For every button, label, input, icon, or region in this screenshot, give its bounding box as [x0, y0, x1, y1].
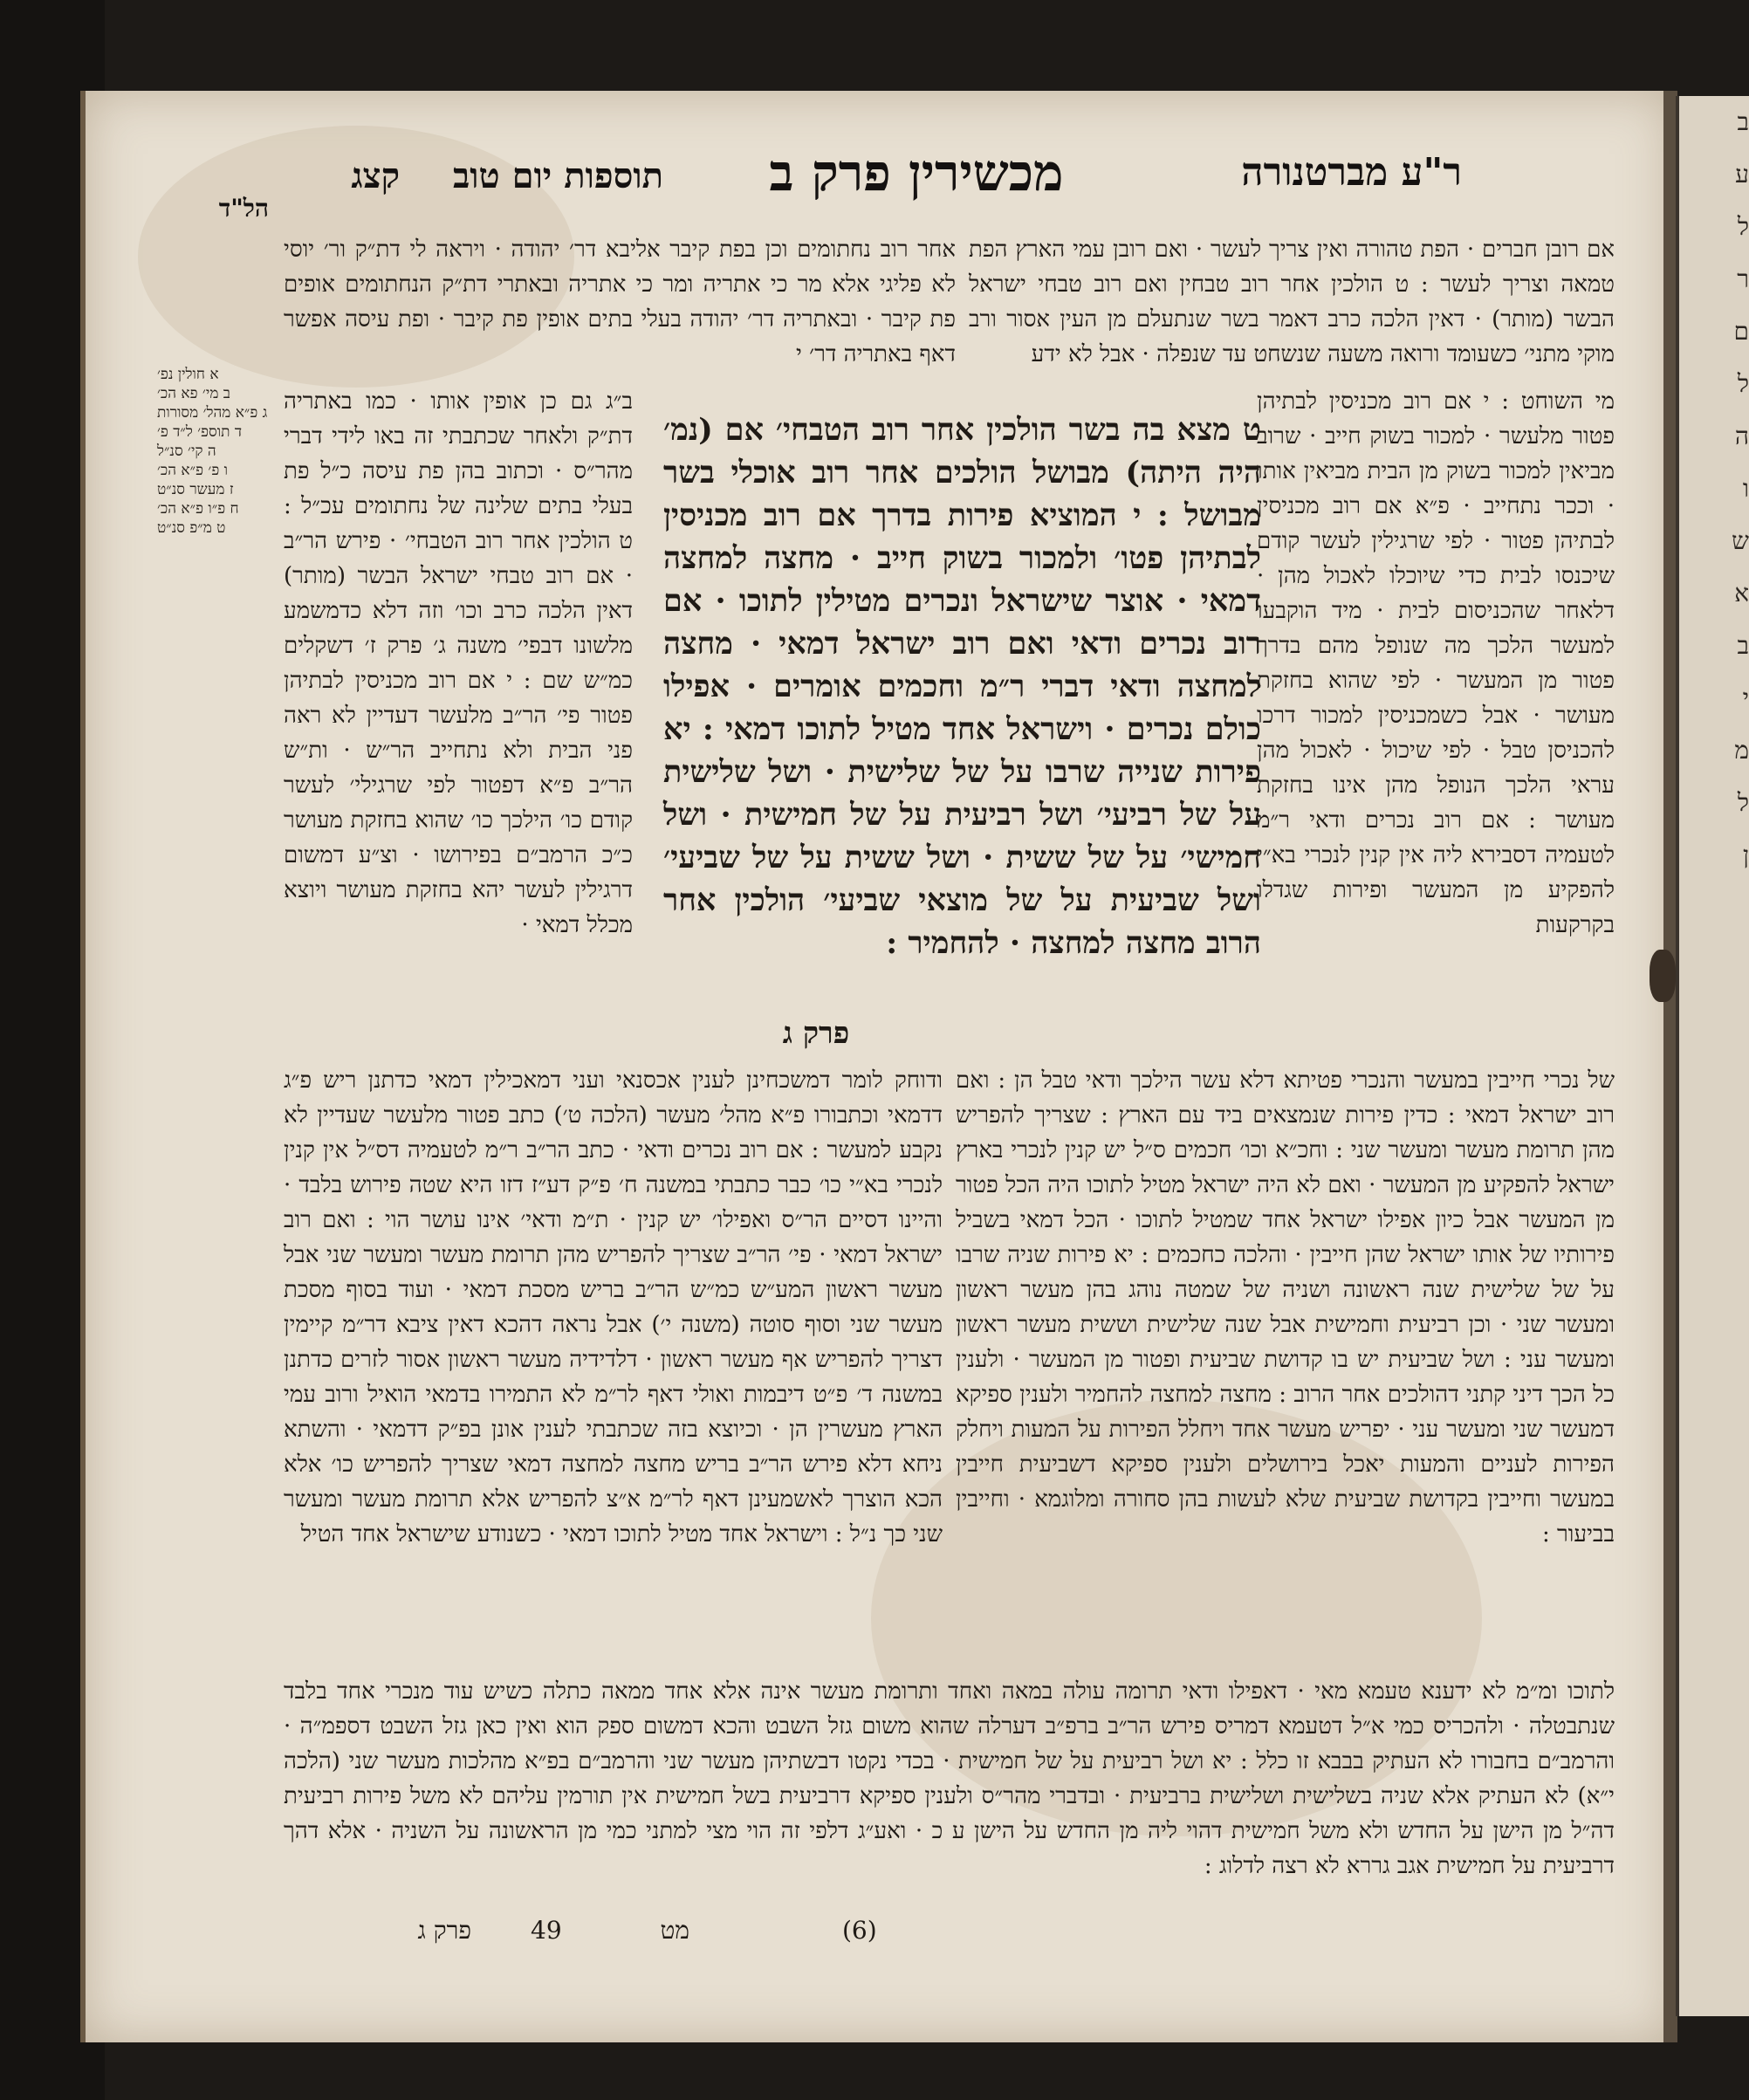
next-page-fragment: ל: [1737, 788, 1749, 817]
margin-note: א חולין נפ׳: [157, 366, 219, 383]
next-page-fragment: ב: [1737, 107, 1749, 136]
next-page-fragment: ם: [1733, 317, 1749, 346]
header-left: תוספות יום טוב: [453, 155, 663, 196]
next-page-fragment: ל: [1737, 369, 1749, 398]
lower-right-commentary: של נכרי חייבין במעשר והנכרי פטיתא דלא עשר הילכך ודאי טבל הן : ואם רוב ישראל דמאי : כדין פירות שנמצאים ביד עם הארץ : שצריך להפריש מהן תרומת מעשר ומעשר שני : וחכ״א וכו׳ חכמים ס״ל יש קנין לנכרי בארץ ישראל להפקיע מן המעשר · ואם לא היה ישראל מטיל לתוכו היה הכל פטור מן המעשר אבל כיון אפילו ישראל אחד שמטיל לתוכו · הכל דמאי בשביל פירותיו של אותו ישראל שהן חייבין · והלכה כחכמים : יא פירות שניה שרבו על של שלישית שנה ראשונה ושניה של שמטה נוהג בהן מעשר ראשון ומעשר שני · וכן רביעית וחמישית אבל שנה שלישית וששית מעשר ראשון ומעשר עני : ושל שביעית יש בו קדושת שביעית ופטור מן המעשר · ולענין כל הכך דיני קתני דהולכים אחר הרוב : מחצה למחצה להחמיר ולענין ספיקא דמעשר שני ומעשר עני · יפריש מעשר אחד ויחלל הפירות על המעות ויחלק הפירות לעניים והמעות יאכל בירושלים ולענין ספיקא דשביעית חייבין במעשר וחייבין בקדושת שביעית שלא לעשות בהן סחורה ומלוגמא · וחייבין בביעור :: [956, 1067, 1615, 1548]
margin-note: ג פ״א מהל׳ מסורות: [157, 404, 268, 422]
next-page-fragment: ל: [1737, 212, 1749, 241]
lower-left-commentary: ודוחק לומר דמשכחינן לענין אכסנאי ועני דמאכילין דמאי כדתנן ריש פ״ג דדמאי וכתבורו פ״א מהל׳ מעשר (הלכה ט׳) כתב פטור מלעשר שעדיין לא נקבע למעשר : אם רוב נכרים ודאי · כתב הר״ב ר״מ לטעמיה דס״ל אין קנין לנכרי בא״י כו׳ כבר כתבתי במשנה ח׳ פ״ק דע״ז דזו היא שטה פירוש בלבד · והיינו דסיים הר״ס ואפילו׳ יש קנין · ת״מ ודאי׳ אינו עושר הוי : ואם רוב ישראל דמאי · פי׳ הר״ב שצריך להפריש מהן תרומת מעשר ומעשר שני אבל מעשר ראשון המע״ש כמ״ש הר״ב בריש מסכת דמאי · ועוד בסוף מסכת מעשר שני וסוף סוטה (משנה י׳) אבל נראה דהכא דאין ציבא דר״מ קיימין דצריך להפריש אף מעשר ראשון · דלדידיה מעשר ראשון אסור לזרים כדתנן במשנה ד׳ פ״ט דיבמות ואולי דאף לר״מ לא התמירו בדמאי הואיל ורוב עמי הארץ מעשרין הן · וכיוצא בזה שכתבתי לענין אונן בפ״ק דדמאי · והשתא ניחא דלא פירש הר״ב בריש מחצה למחצה דמאי שצריך להפריש כו׳ אלא הכא הוצרך לאשמעינן דאף לר״מ א״צ להפריש אלא תרומת מעשר ומעשר שני כך נ״ל : וישראל אחד מטיל לתוכו דמאי · כשנודע שישראל אחד הטיל: [284, 1067, 943, 1548]
next-page-fragment: ן: [1742, 841, 1749, 869]
signature-mark: הל"ד: [218, 194, 269, 223]
right-column-commentary: מי השוחט : י אם רוב מכניסין לבתיהן פטור מלעשר · למכור בשוק חייב · שרוב מביאין למכור בשוק מן הבית מביאין אותו · וככר נתחייב · פ״א אם רוב מכניסין לבתיהן פטור · לפי שרגילין לעשר קודם שיכנסו לבית כדי שיוכלו לאכול מהן · דלאחר שהכניסום לבית · מיד הוקבעו למעשר הלכך מה שנופל מהם בדרך פטור מן המעשר · לפי שהוא בחזקת מעושר · אבל כשמכניסין למכור דרכו להכניסן טבל · לפי שיכול · לאכול מהן עראי הלכך הנופל מהן אינו בחזקת מעושר : אם רוב נכרים ודאי ר״מ לטעמיה דסבירא ליה אין קנין לנכרי בא״י להפקיע מן המעשר ופירות שגדלו בקרקעות: [1257, 388, 1615, 938]
margin-notes: [157, 365, 288, 538]
next-page-fragment: י: [1742, 683, 1749, 712]
header-center: מכשירין פרק ב: [769, 143, 1064, 202]
bottom-commentary: לתוכו ומ״מ לא ידענא טעמא מאי · דאפילו ודאי תרומה עולה במאה ואחד ותרומת מעשר אינה אלא אחד ממאה כתלה כשיש עוד מנכרי אחד בלבד שנתבטלה · ולהכריס כמי א״ל דטעמא דמריס פירש הר״ב ברפ״ב דערלה שהוא משום גזל השבט והכא דמשום ספק הוא ואין כאן גזל השבט דספמ״ה · והרמב״ם בחבורו לא העתיק בבבא זו כלל : יא ושל רביעית על של חמישית · בכדי נקטו דבשתיהן מעשר שני והרמב״ם בפ״א מהלכות מעשר שני (הלכה י״א) לא העתיק אלא שניה בשלישית ושלישית ברביעית · ובדברי מהר״ס ולענין ספיקא דרביעית בשל חמישית אין תורמין עליהם לא משל פירות רביעית דה״ל מן הישן על החדש ולא משל חמישית דהוי ליה מן החדש על הישן ע כ · ואע״ג דלפי זה הוי מצי למתני כמי מן הראשונה על השניה · אלא דהך דרביעית על חמישית אגב גררא לא רצה לדלוג :: [284, 1678, 1615, 1879]
footer-bracket: (6): [842, 1916, 877, 1945]
next-page-fragment: מ: [1734, 736, 1749, 765]
folio-number: קצג: [351, 155, 400, 196]
next-page-fragment: ע: [1735, 160, 1749, 189]
next-page-fragment: ה: [1734, 422, 1749, 450]
top-right-commentary: אם רובן חברים · הפת טהורה ואין צריך לעשר · ואם רובן עמי הארץ הפת טמאה וצריך לעשר : ט הולכין אחר רוב טבחין ואם רוב טבחי ישראל הבשר (מותר) · דאין הלכה כרב דאמר בשר שנתעלם מן העין אסור ורב מוקי מתני׳ כשעומד ורואה משעה שנשחט עד שנפלה · אבל לא ידע: [969, 237, 1615, 367]
next-page-fragment: ב: [1737, 631, 1749, 660]
mishnah-text: ט מצא בה בשר הולכין אחר רוב הטבחי׳ אם (נמ׳ היה היתה) מבושל הולכים אחר רוב אוכלי בשר מבושל : י המוציא פירות בדרך אם רוב מכניסין לבתיהן פטו׳ ולמכור בשוק חייב · מחצה למחצה דמאי · אוצר שישראל ונכרים מטילין לתוכו · אם רוב נכרים ודאי ואם רוב ישראל דמאי · מחצה למחצה ודאי דברי ר״מ וחכמים אומרים · אפילו כולם נכרים · וישראל אחד מטיל לתוכו דמאי : יא פירות שנייה שרבו על של שלישית · ושל שלישית על של רביעי׳ ושל רביעית על של חמישית · ושל חמישי׳ על של ששית · ושל ששית על של שביעי׳ ושל שביעית על של מוצאי שביעי׳ הולכין אחר הרוב מחצה למחצה · להחמיר :: [663, 412, 1261, 961]
margin-note: ד תוספ׳ ל״ד פ׳: [157, 423, 243, 441]
footer-signature: מט: [660, 1916, 689, 1945]
margin-note: ה קי׳ סנ״ל: [157, 443, 216, 460]
next-page-fragment: א: [1734, 579, 1749, 607]
footer-catchword: פרק ג: [417, 1916, 471, 1945]
header-right: ר"ע מברטנורה: [1241, 150, 1462, 195]
margin-note: ח פ״ו פ״א הכ׳: [157, 500, 239, 518]
next-page-edge: [1676, 96, 1749, 2016]
chapter-heading: פרק ג: [782, 1016, 850, 1051]
top-left-commentary: אחר רוב נחתומים וכן בפת קיבר אליבא דר׳ יהודה · ויראה לי דת״ק ור׳ יוסי לא פליגי אלא מר כי אתריה ומר כי אתריה ובאתרי דת״ק הנחתומים אופים פת קיבר · ובאתריה דר׳ יהודה בעלי בתים אופין פת קיבר · ופת עיסה אפשר דאף באתריה דר׳ י: [284, 237, 956, 367]
margin-note: ב מי׳ פא הכ׳: [157, 385, 230, 402]
margin-note: ט מ״פ סנ״ט: [157, 519, 226, 537]
next-page-fragment: ש: [1732, 526, 1749, 555]
footer-number: 49: [531, 1916, 562, 1945]
next-page-fragment: ר: [1737, 264, 1749, 293]
paper-hole: [1650, 950, 1676, 1002]
margin-note: ו פ׳ פ״א הכ׳: [157, 462, 228, 479]
left-column-commentary: ב״ג גם כן אופין אותו · כמו באתריה דת״ק ולאחר שכתבתי זה באו לידי דברי מהר״ס · וכתוב בהן פת עיסה כ״ל פת בעלי בתים שלינה של נחתומים עכ״ל : ט הולכין אחר רוב הטבחי׳ · פירש הר״ב · אם רוב טבחי ישראל הבשר (מותר) דאין הלכה כרב וכו׳ וזה דלא כדמשמע מלשונו דבפי׳ משנה ג׳ פרק ז׳ דשקלים כמ״ש שם : י אם רוב מכניסין לבתיהן פטור פי׳ הר״ב מלעשר דעדיין לא ראה פני הבית ולא נתחייב הר״ש · ות״ש הר״ב פ״א דפטור לפי שרגילי׳ לעשר קודם כו׳ הילכך כו׳ שהוא בחזקת מעושר כ״כ הרמב״ם בפירושו · וצ״ע דמשום דרגילין לעשר יהא בחזקת מעושר ויוצא מכלל דמאי ·: [284, 388, 633, 938]
margin-note: ז מעשר סנ״ט: [157, 481, 234, 498]
next-page-fragment: ו: [1742, 474, 1749, 503]
